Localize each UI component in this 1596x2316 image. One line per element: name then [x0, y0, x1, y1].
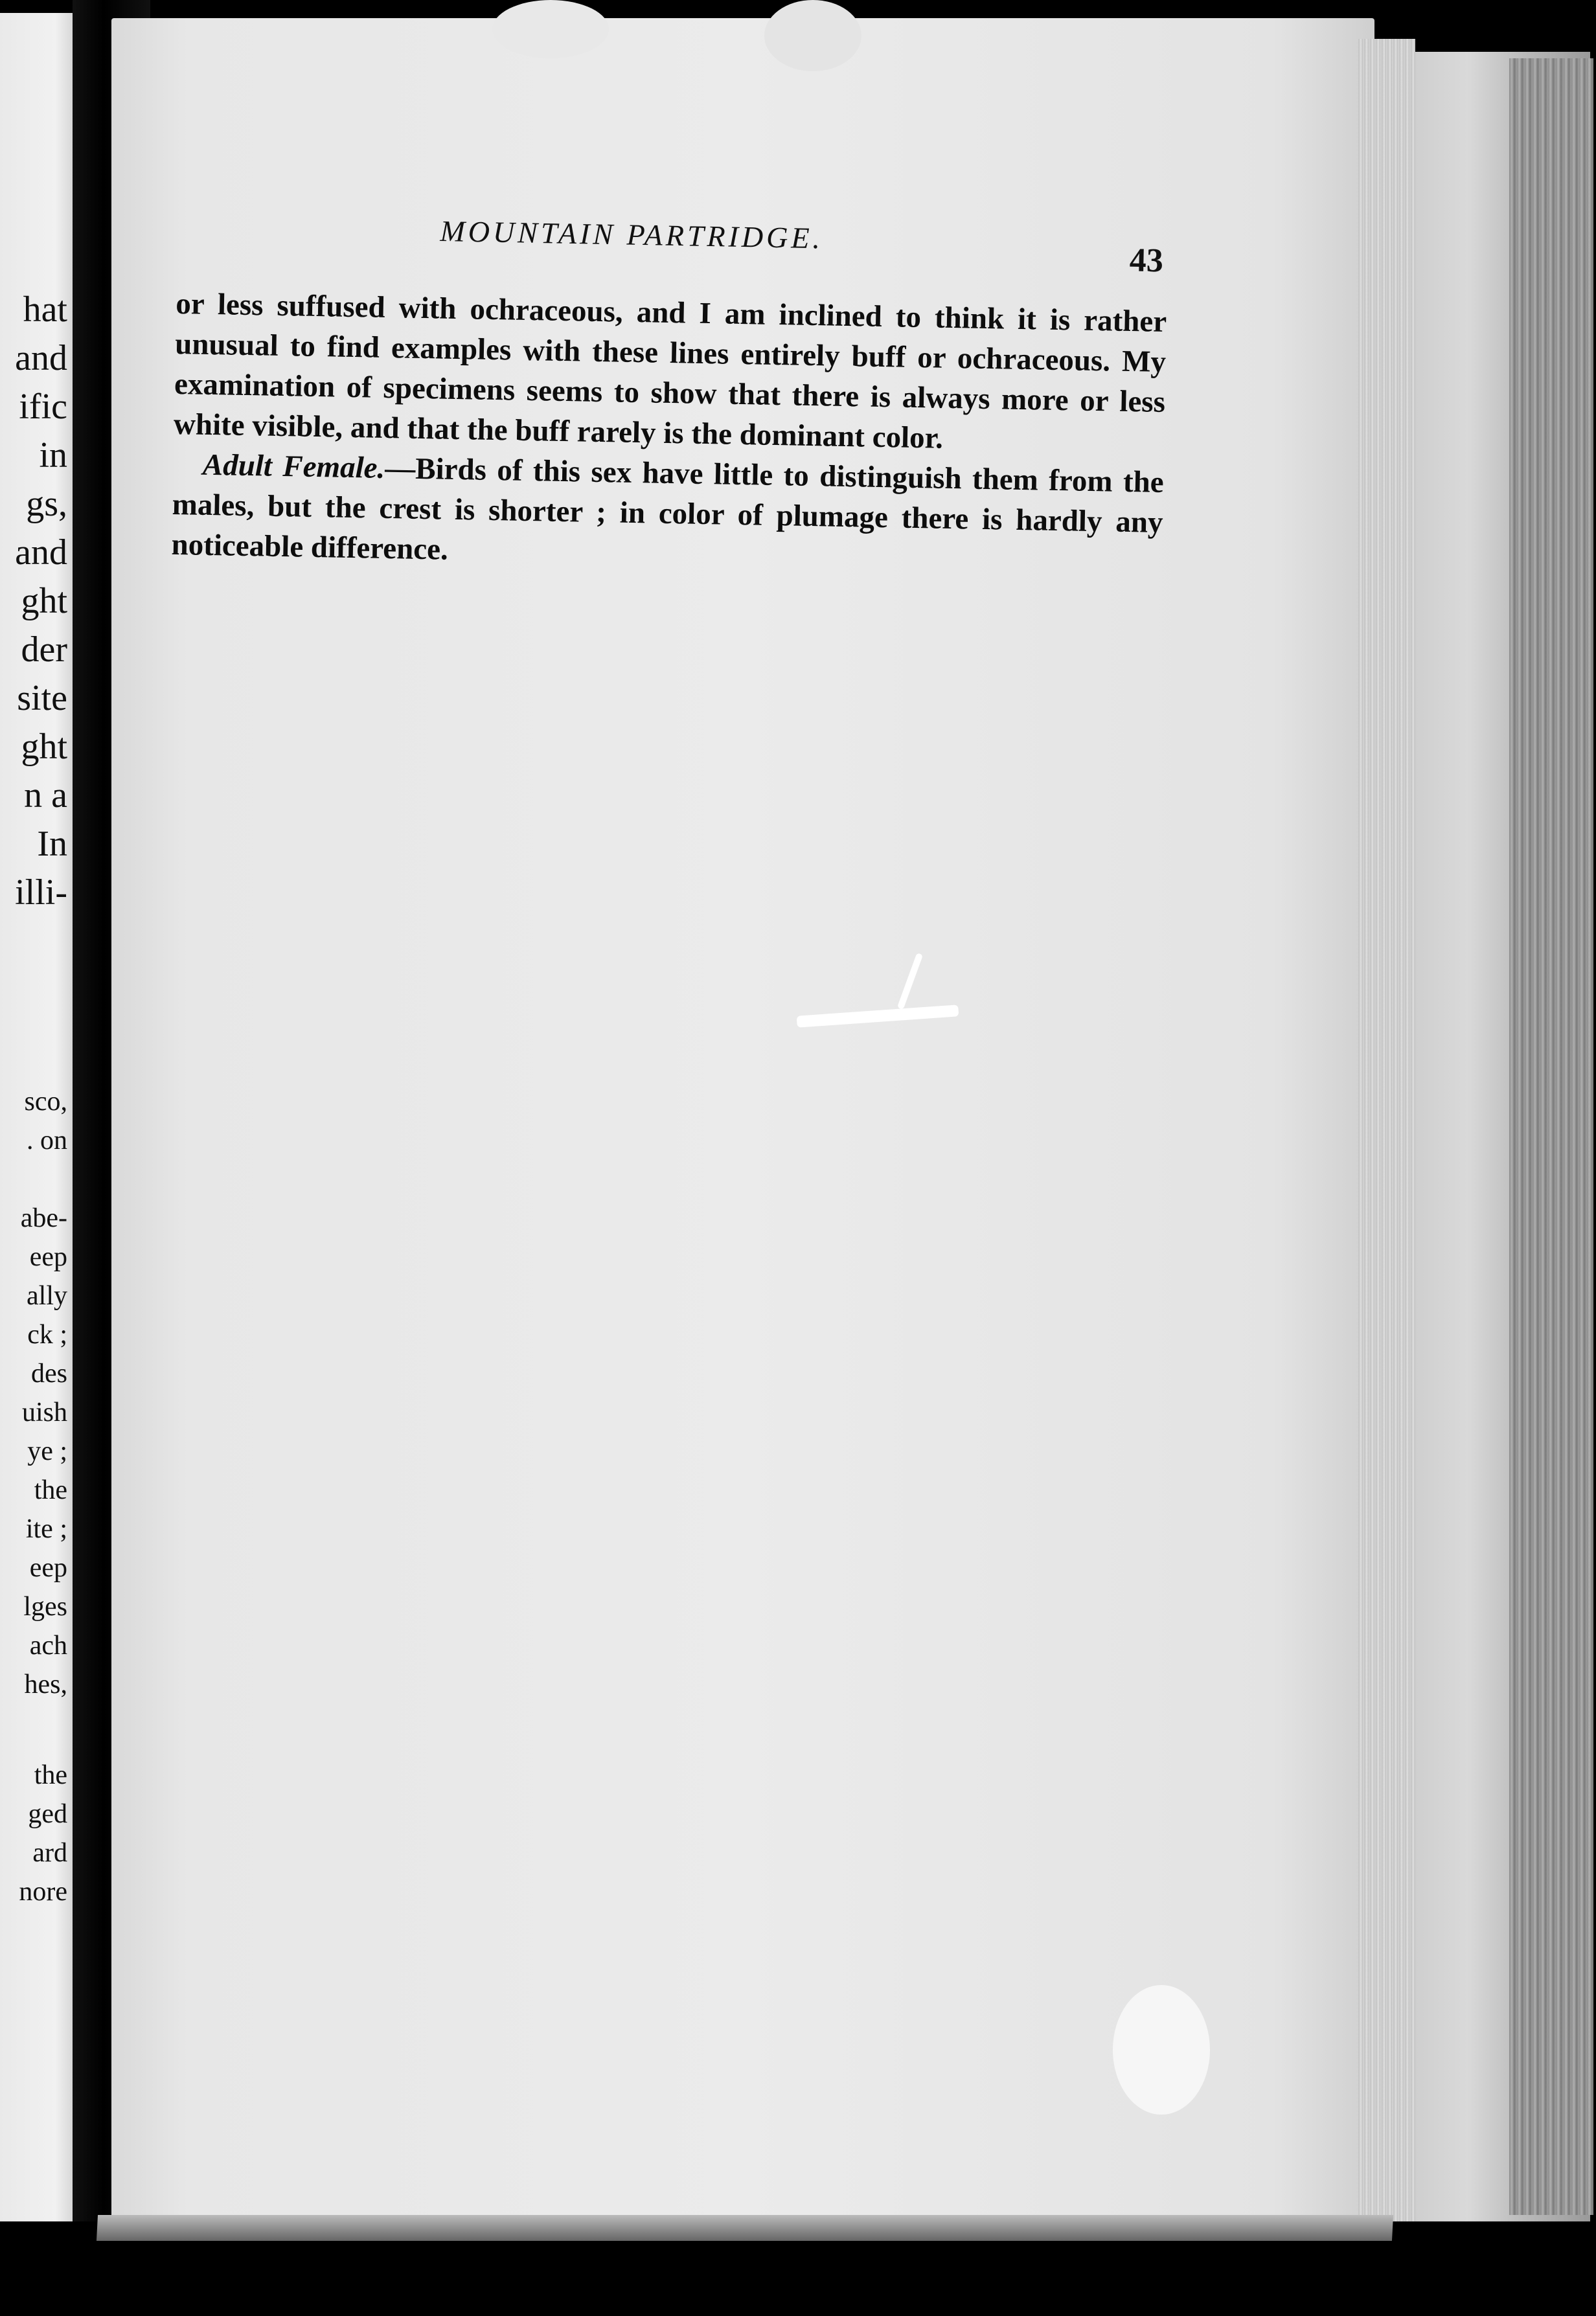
facing-page-fragment: ally [27, 1281, 67, 1311]
facing-page-fragment: ific [19, 387, 67, 427]
facing-page-fragment: illi- [15, 872, 67, 913]
paragraph-adult-female [171, 444, 1164, 583]
body-text [171, 284, 1167, 583]
facing-page-fragment: ard [32, 1838, 67, 1868]
running-title: MOUNTAIN PARTRIDGE. [440, 214, 824, 255]
facing-page-fragment: eep [29, 1553, 67, 1583]
facing-page-fragment: lges [23, 1592, 67, 1622]
facing-page-fragment: hes, [24, 1670, 67, 1699]
page-edges [1357, 39, 1415, 2234]
book-page-stack-edge [1509, 58, 1593, 2215]
facing-page-fragment: ged [28, 1799, 67, 1829]
adult-female-text: —Birds of this sex have little to distinguish them from the males, but the crest is shorter ; in color of plumage there is hardly any noticeable difference. [171, 451, 1165, 567]
facing-page-left [0, 13, 79, 2234]
facing-page-fragment: ck ; [27, 1320, 67, 1350]
facing-page-fragment: and [15, 532, 67, 573]
facing-page-fragment: site [17, 678, 67, 718]
adult-female-label: Adult Female. [202, 448, 385, 485]
facing-page-fragment: sco, [24, 1087, 67, 1117]
facing-page-fragment: in [39, 435, 67, 475]
facing-page-fragment: uish [21, 1398, 67, 1427]
facing-page-fragment: ite ; [25, 1514, 67, 1544]
facing-page-fragment: eep [29, 1242, 67, 1272]
facing-page-fragment: ach [29, 1631, 67, 1661]
facing-page-fragment: ght [21, 581, 67, 621]
facing-page-fragment: the [34, 1760, 67, 1790]
facing-page-fragment: nore [19, 1877, 67, 1907]
facing-page-fragment: der [21, 630, 67, 670]
paper-blemish [1113, 1985, 1210, 2115]
facing-page-fragment: abe- [20, 1203, 67, 1233]
facing-page-fragment: hat [23, 290, 67, 330]
facing-page-fragment: In [37, 824, 67, 864]
facing-page-fragment: and [15, 338, 67, 378]
top-edge-damage [764, 0, 861, 71]
facing-page-fragment: ght [21, 727, 67, 767]
facing-page-fragment: gs, [26, 484, 67, 524]
top-edge-damage [492, 0, 609, 58]
paragraph-continuation: or less suffused with ochraceous, and I am inclined to think it is rather unusual to find examples with these lines entirely buff or ochraceous. My examination of specimens seems to show that there is always more or less white visible, and that the buff rarely is the dominant color. [173, 286, 1167, 455]
book-bottom-edge [97, 2215, 1393, 2241]
facing-page-fragment: des [31, 1359, 67, 1389]
facing-page-fragment: n a [24, 775, 67, 815]
facing-page-fragment: . on [27, 1126, 67, 1155]
facing-page-fragment: the [34, 1475, 67, 1505]
facing-page-fragment: ye ; [27, 1436, 67, 1466]
facing-page-text-fragments [0, 13, 76, 2234]
page-number: 43 [1129, 242, 1164, 280]
